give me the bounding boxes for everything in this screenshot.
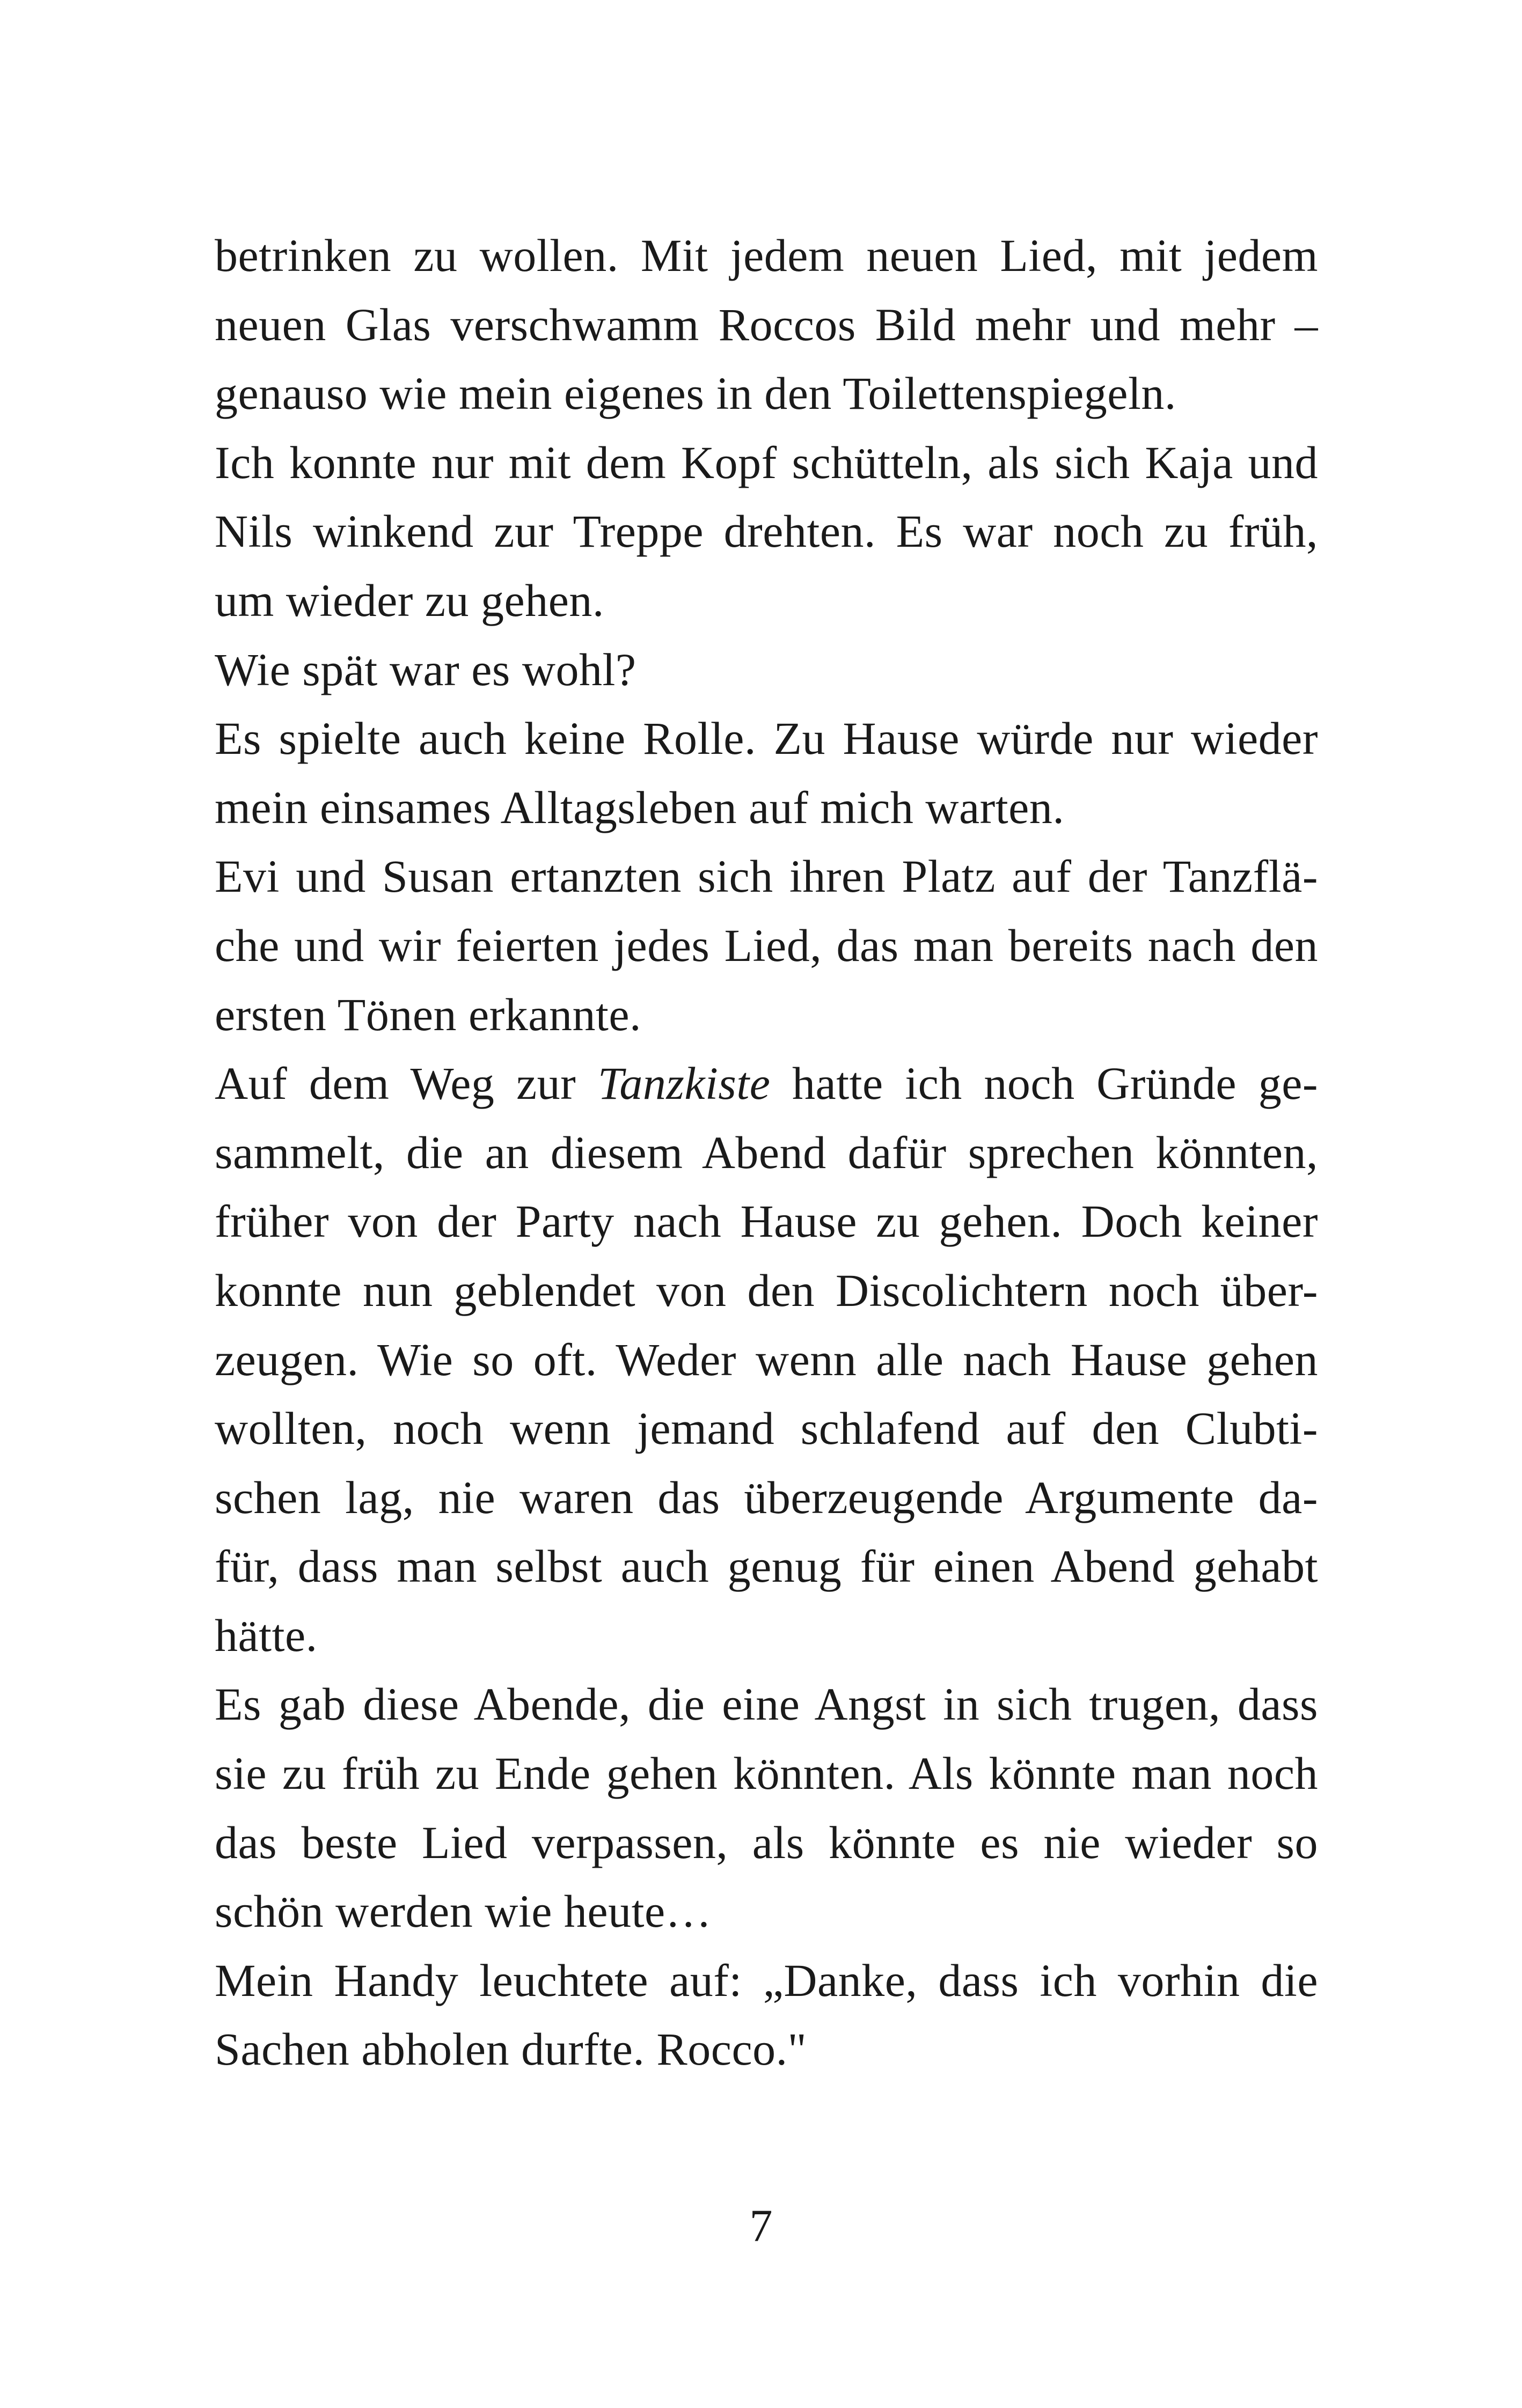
text-line: um wieder zu gehen. [215,574,604,626]
text-line [215,1049,1318,1118]
text-line: zeugen. Wie so oft. Weder wenn alle nach Hause gehen [215,1333,1318,1385]
text-line: Es gab diese Abende, die eine Angst in sich trugen, dass [215,1678,1318,1730]
page-number: 7 [749,2200,773,2251]
text-line: Mein Handy leuchtete auf: „Danke, dass ich vorhin die [215,1954,1318,2006]
text-line: für, dass man selbst auch genug für einen Abend gehabt [215,1540,1318,1592]
text-line: konnte nun geblendet von den Discolichtern noch über- [215,1264,1318,1316]
text-line-segment: Auf dem Weg zur [215,1058,598,1110]
text-line: sie zu früh zu Ende gehen könnten. Als könnte man noch [215,1748,1318,1800]
text-line: früher von der Party nach Hause zu gehen. Doch keiner [215,1195,1318,1247]
text-line: schen lag, nie waren das überzeugende Argumente da- [215,1471,1318,1523]
text-line: betrinken zu wollen. Mit jedem neuen Lied, mit jedem [215,230,1318,281]
text-line: mein einsames Alltagsleben auf mich warten. [215,781,1065,833]
text-line: Sachen abholen durfte. Rocco." [215,2023,807,2075]
text-line: Nils winkend zur Treppe drehten. Es war noch zu früh, [215,505,1318,557]
text-line: ersten Tönen erkannte. [215,988,642,1040]
text-line: Es spielte auch keine Rolle. Zu Hause würde nur wieder [215,713,1318,765]
text-line: wollten, noch wenn jemand schlafend auf den Clubti- [215,1403,1318,1455]
venue-name-italic: Tanzkiste [597,1058,771,1110]
text-line: Wie spät war es wohl? [215,643,636,695]
text-line: Evi und Susan ertanzten sich ihren Platz auf der Tanzflä- [215,850,1318,902]
text-line: sammelt, die an diesem Abend dafür sprechen könnten, [215,1126,1318,1178]
text-line: neuen Glas verschwamm Roccos Bild mehr und mehr – [215,298,1318,350]
text-line: schön werden wie heute… [215,1885,712,1937]
text-line: che und wir feierten jedes Lied, das man bereits nach den [215,919,1318,971]
text-line: hätte. [215,1609,318,1661]
text-line: Ich konnte nur mit dem Kopf schütteln, als sich Kaja und [215,436,1318,488]
text-line-segment: hatte ich noch Gründe ge- [770,1058,1318,1110]
text-line: genauso wie mein eigenes in den Toilettenspiegeln. [215,368,1176,420]
text-line: das beste Lied verpassen, als könnte es nie wieder so [215,1816,1318,1868]
body-text [215,221,1318,2084]
